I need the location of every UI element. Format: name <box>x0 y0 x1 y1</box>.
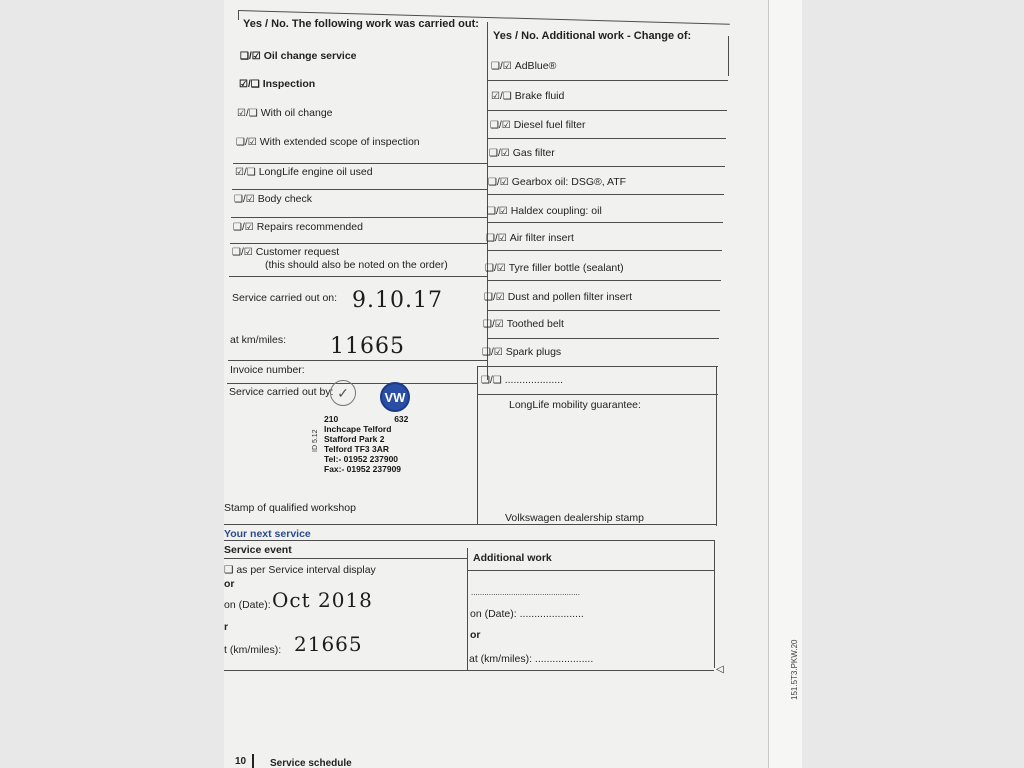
row-divider <box>487 310 720 311</box>
item-label: Diesel fuel filter <box>513 119 586 131</box>
row-divider <box>231 217 487 218</box>
item-label: LongLife engine oil used <box>258 166 373 178</box>
footer-divider <box>252 754 254 768</box>
side-code: 151.5T3.PKW.20 <box>790 639 799 700</box>
row-divider <box>487 194 724 195</box>
row-divider <box>487 138 726 139</box>
row-divider <box>229 276 487 277</box>
item-label: .................... <box>504 374 564 386</box>
form-left-border <box>238 10 239 20</box>
row-divider <box>233 163 487 164</box>
row-divider <box>487 166 725 167</box>
item-customer-request <box>232 246 339 258</box>
item-inspection <box>239 78 315 90</box>
service-date-label: Service carried out on: <box>232 292 338 304</box>
item-label: Tyre filler bottle (sealant) <box>508 262 624 274</box>
row-divider <box>487 222 723 223</box>
checkbox-icon: ❑/☑ <box>240 51 261 62</box>
checkbox-icon: ❑/☑ <box>488 177 509 188</box>
item-brake-fluid <box>491 90 564 102</box>
km-label: at km/miles: <box>230 334 287 346</box>
item-repairs <box>233 221 363 233</box>
additional-date: on (Date): ...................... <box>470 608 584 620</box>
item-extended-scope <box>236 136 420 148</box>
next-right-border <box>714 540 715 668</box>
service-date-value: 9.10.17 <box>352 288 443 313</box>
item-label: Gas filter <box>512 147 555 159</box>
triangle-icon: ◁ <box>716 664 724 675</box>
row-divider <box>487 250 722 251</box>
or-text: or <box>224 578 235 590</box>
checkbox-icon: ❑/☑ <box>234 194 255 205</box>
stamp-code: ID 5.12 <box>312 429 319 452</box>
row-divider <box>487 338 719 339</box>
checkbox-icon: ❑/❑ <box>481 375 502 386</box>
additional-work-header: Additional work <box>473 552 552 564</box>
checkbox-icon: ❑/☑ <box>482 347 503 358</box>
item-label: Air filter insert <box>509 232 574 244</box>
row-divider <box>232 189 487 190</box>
item-label: Oil change service <box>263 50 357 62</box>
row-divider <box>230 243 487 244</box>
checkbox-icon: ❑/☑ <box>490 120 511 131</box>
or-text-2: r <box>224 621 229 633</box>
next-service-title: Your next service <box>224 528 311 540</box>
item-gearbox-oil <box>488 176 626 188</box>
checkbox-icon: ☑/❑ <box>235 167 256 178</box>
checkbox-icon: ❑/☑ <box>232 247 253 258</box>
stamp-qualified-label: Stamp of qualified workshop <box>224 502 356 514</box>
checkbox-icon: ☑/❑ <box>237 108 258 119</box>
per-display: ❑ as per Service interval display <box>224 564 376 576</box>
item-label: With extended scope of inspection <box>259 136 420 148</box>
item-longlife-oil <box>235 166 373 178</box>
dealer-stamp <box>324 414 408 474</box>
section-divider <box>224 524 716 525</box>
item-label: Spark plugs <box>505 346 562 358</box>
item-tyre-sealant <box>485 262 624 274</box>
right-border <box>728 36 729 76</box>
next-bottom-border <box>224 670 714 671</box>
vw-logo-icon: VW <box>380 382 410 412</box>
stamp-line: Stafford Park 2 <box>324 434 385 444</box>
item-label: Inspection <box>262 78 316 90</box>
item-diesel-filter <box>490 119 586 131</box>
stamp-line: Tel:- 01952 237900 <box>324 454 399 464</box>
checkbox-icon: ❑/☑ <box>489 148 510 159</box>
item-label: Customer request <box>255 246 340 258</box>
additional-or: or <box>470 629 481 641</box>
invoice-label: Invoice number: <box>230 364 305 376</box>
item-note: (this should also be noted on the order) <box>265 259 448 271</box>
item-blank <box>481 374 563 386</box>
item-label: AdBlue® <box>514 60 557 72</box>
item-body-check <box>234 193 312 205</box>
item-adblue <box>491 60 556 72</box>
checkbox-icon: ☑/❑ <box>491 91 512 102</box>
next-top-border <box>224 540 715 541</box>
item-gas-filter <box>489 147 555 159</box>
checkbox-icon: ☑/❑ <box>239 79 260 90</box>
right-border-lower <box>716 366 717 526</box>
next-km-label: t (km/miles): <box>224 644 282 656</box>
footer-title: Service schedule <box>270 758 352 768</box>
service-event-header: Service event <box>224 544 292 556</box>
next-row-divider <box>224 558 467 559</box>
item-label: Gearbox oil: DSG®, ATF <box>511 176 627 188</box>
item-pollen-filter <box>484 291 632 303</box>
item-spark-plugs <box>482 346 561 358</box>
stamp-line: Fax:- 01952 237909 <box>324 464 402 474</box>
next-date-value: Oct 2018 <box>272 588 373 612</box>
checkbox-icon: ❑/☑ <box>483 319 504 330</box>
row-divider <box>477 366 718 367</box>
item-haldex <box>487 205 602 217</box>
longlife-label: LongLife mobility guarantee: <box>509 399 641 411</box>
row-divider <box>228 360 487 361</box>
row-divider <box>477 394 718 395</box>
item-oil-change <box>240 50 357 62</box>
item-label: Haldex coupling: oil <box>510 205 602 217</box>
next-row-divider <box>467 570 714 571</box>
stamp-line: Telford TF3 3AR <box>324 444 390 454</box>
stamp-number: 210 <box>324 414 339 424</box>
dealer-stamp-label: Volkswagen dealership stamp <box>505 512 644 524</box>
item-label: Body check <box>257 193 312 205</box>
additional-dots: ................................................. <box>471 588 580 597</box>
additional-km: at (km/miles): .................... <box>469 653 594 665</box>
km-value: 11665 <box>330 334 405 359</box>
next-date-label: on (Date): <box>224 599 271 611</box>
next-divider <box>467 548 468 670</box>
row-divider <box>487 80 728 81</box>
stamp-number-2: 632 <box>394 414 409 424</box>
checkbox-icon: ❑/☑ <box>486 233 507 244</box>
right-header: Yes / No. Additional work - Change of: <box>493 30 692 42</box>
checkbox-icon: ❑/☑ <box>487 206 508 217</box>
item-label: Dust and pollen filter insert <box>507 291 633 303</box>
item-label: Toothed belt <box>506 318 564 330</box>
checkbox-icon: ❑/☑ <box>491 61 512 72</box>
checkbox-icon: ❑/☑ <box>236 137 257 148</box>
item-air-filter <box>486 232 574 244</box>
page-number: 10 <box>235 756 247 767</box>
item-label: Brake fluid <box>514 90 565 102</box>
item-toothed-belt <box>483 318 564 330</box>
checkbox-icon: ❑/☑ <box>484 292 505 303</box>
row-divider <box>487 280 721 281</box>
stamp-line: Inchcape Telford <box>324 424 392 434</box>
item-label: With oil change <box>260 107 333 119</box>
service-by-label: Service carried out by: <box>229 386 334 398</box>
item-with-oil-change <box>237 107 333 119</box>
checkbox-icon: ❑/☑ <box>485 263 506 274</box>
item-label: Repairs recommended <box>256 221 363 233</box>
left-header: Yes / No. The following work was carried out: <box>243 18 479 30</box>
stamp-line <box>324 414 408 424</box>
next-km-value: 21665 <box>294 632 363 656</box>
inspector-stamp-icon: ✓ <box>330 380 356 406</box>
checkbox-icon: ❑/☑ <box>233 222 254 233</box>
column-divider-lower <box>477 366 478 524</box>
row-divider <box>487 110 727 111</box>
